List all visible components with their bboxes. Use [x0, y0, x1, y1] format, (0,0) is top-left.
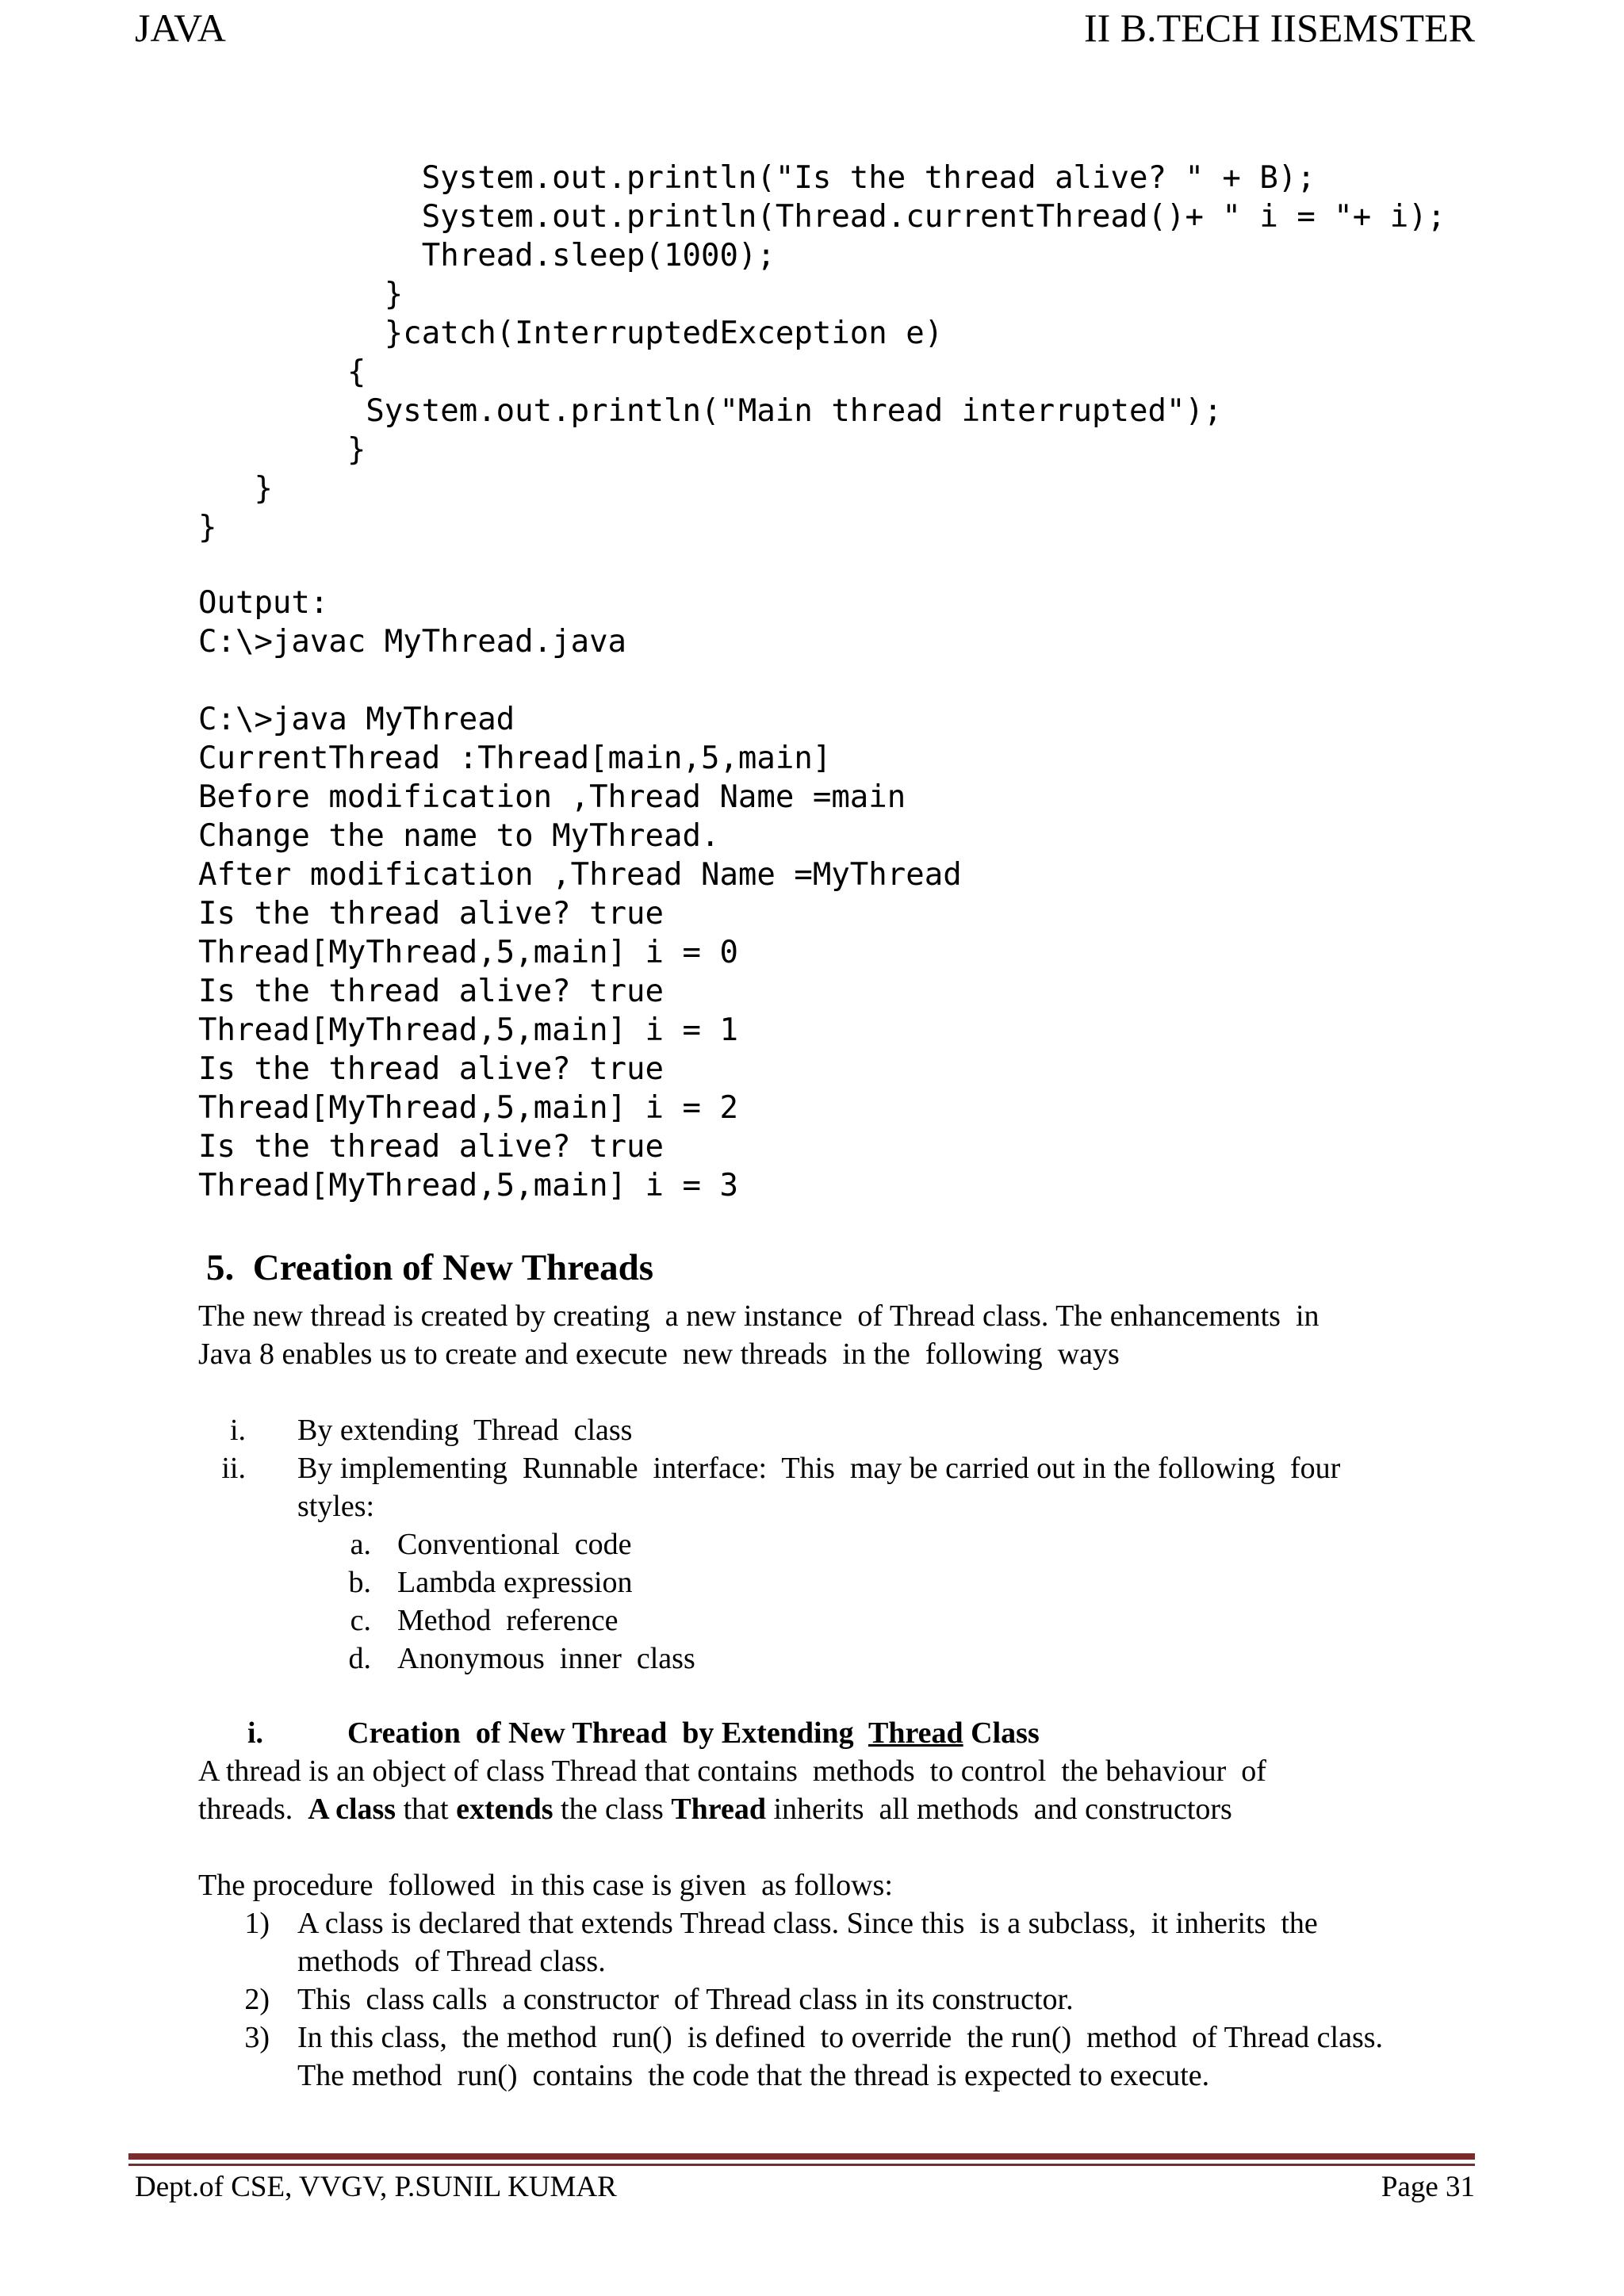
- paragraph-line: A thread is an object of class Thread that contains methods to control the behaviour of: [198, 1755, 1266, 1788]
- sublist-letter: b.: [348, 1566, 371, 1599]
- sublist-item: Anonymous inner class: [397, 1642, 695, 1675]
- step-number: 1): [244, 1907, 270, 1940]
- code-line: System.out.println("Main thread interrupted");: [198, 393, 1223, 429]
- list-item-continuation: styles:: [297, 1490, 375, 1523]
- code-line: System.out.println(Thread.currentThread()+ " i = "+ i);: [198, 199, 1446, 235]
- output-line: Thread[MyThread,5,main] i = 2: [198, 1090, 738, 1126]
- sublist-item: Conventional code: [397, 1528, 632, 1561]
- output-line: C:\>java MyThread: [198, 702, 515, 737]
- code-line: System.out.println("Is the thread alive? " + B);: [198, 160, 1316, 196]
- output-line: Is the thread alive? true: [198, 1051, 664, 1087]
- text-run: that: [396, 1793, 457, 1826]
- code-line: }: [198, 471, 273, 507]
- sublist-item: Method reference: [397, 1604, 619, 1637]
- subsection-heading-text: Creation of New Thread by Extending: [347, 1716, 868, 1750]
- output-line: CurrentThread :Thread[main,5,main]: [198, 740, 832, 776]
- output-line: Is the thread alive? true: [198, 896, 664, 932]
- step-text: In this class, the method run() is defined to override the run() method of Thread class.: [297, 2021, 1384, 2054]
- code-block: [198, 159, 1446, 547]
- text-run-bold: A class: [308, 1793, 396, 1826]
- code-line: }: [198, 510, 217, 545]
- paragraph-line: The new thread is created by creating a new instance of Thread class. The enhancements in: [198, 1299, 1320, 1333]
- code-line: }: [198, 277, 404, 312]
- step-text: This class calls a constructor of Thread class in its constructor.: [297, 1983, 1074, 2016]
- step-text: The method run() contains the code that the thread is expected to execute.: [297, 2059, 1210, 2092]
- subsection-number: i.: [247, 1716, 264, 1750]
- output-label: Output:: [198, 585, 329, 621]
- output-line: Thread[MyThread,5,main] i = 1: [198, 1012, 738, 1048]
- output-line: Is the thread alive? true: [198, 974, 664, 1009]
- output-line: Before modification ,Thread Name =main: [198, 779, 906, 815]
- step-text: A class is declared that extends Thread class. Since this is a subclass, it inherits the: [297, 1907, 1318, 1940]
- list-item: By extending Thread class: [297, 1414, 633, 1447]
- header-semester: II B.TECH IISEMSTER: [1083, 6, 1475, 50]
- code-line: {: [198, 354, 366, 390]
- text-run-bold: Thread: [671, 1793, 766, 1826]
- footer-rule-thin: [128, 2164, 1475, 2166]
- output-line: Thread[MyThread,5,main] i = 3: [198, 1168, 738, 1203]
- header-subject: JAVA: [135, 6, 226, 50]
- output-compile-line: C:\>javac MyThread.java: [198, 624, 627, 660]
- footer-author: Dept.of CSE, VVGV, P.SUNIL KUMAR: [135, 2171, 617, 2203]
- paragraph-line: Java 8 enables us to create and execute new threads in the following ways: [198, 1337, 1120, 1371]
- sublist-item: Lambda expression: [397, 1566, 633, 1599]
- list-item: By implementing Runnable interface: This may be carried out in the following four: [297, 1452, 1341, 1485]
- code-line: }catch(InterruptedException e): [198, 316, 944, 351]
- step-number: 3): [244, 2021, 270, 2054]
- text-run-bold: extends: [456, 1793, 553, 1826]
- footer-rule-thick: [128, 2153, 1475, 2160]
- list-number: i.: [229, 1414, 246, 1447]
- code-line: Thread.sleep(1000);: [198, 238, 776, 274]
- sublist-letter: d.: [348, 1642, 371, 1675]
- text-run: inherits all methods and constructors: [766, 1793, 1232, 1826]
- subsection-heading: [347, 1714, 1040, 1752]
- output-line: Is the thread alive? true: [198, 1129, 664, 1165]
- paragraph-line: The procedure followed in this case is given as follows:: [198, 1869, 893, 1902]
- step-text: methods of Thread class.: [297, 1945, 606, 1978]
- code-line: }: [198, 432, 366, 468]
- output-line: After modification ,Thread Name =MyThread: [198, 857, 962, 893]
- subsection-heading-underlined: Thread: [868, 1716, 963, 1750]
- text-run: the class: [553, 1793, 672, 1826]
- section-heading: 5. Creation of New Threads: [206, 1247, 653, 1288]
- step-number: 2): [244, 1983, 270, 2016]
- output-block: [198, 584, 962, 1205]
- subsection-heading-tail: Class: [963, 1716, 1040, 1750]
- output-line: Change the name to MyThread.: [198, 818, 720, 854]
- text-run: threads.: [198, 1793, 308, 1826]
- list-number: ii.: [221, 1452, 246, 1485]
- output-line: Thread[MyThread,5,main] i = 0: [198, 935, 738, 970]
- paragraph-line: [198, 1790, 1232, 1828]
- sublist-letter: c.: [350, 1604, 371, 1637]
- page-number: Page 31: [1381, 2171, 1475, 2203]
- sublist-letter: a.: [350, 1528, 371, 1561]
